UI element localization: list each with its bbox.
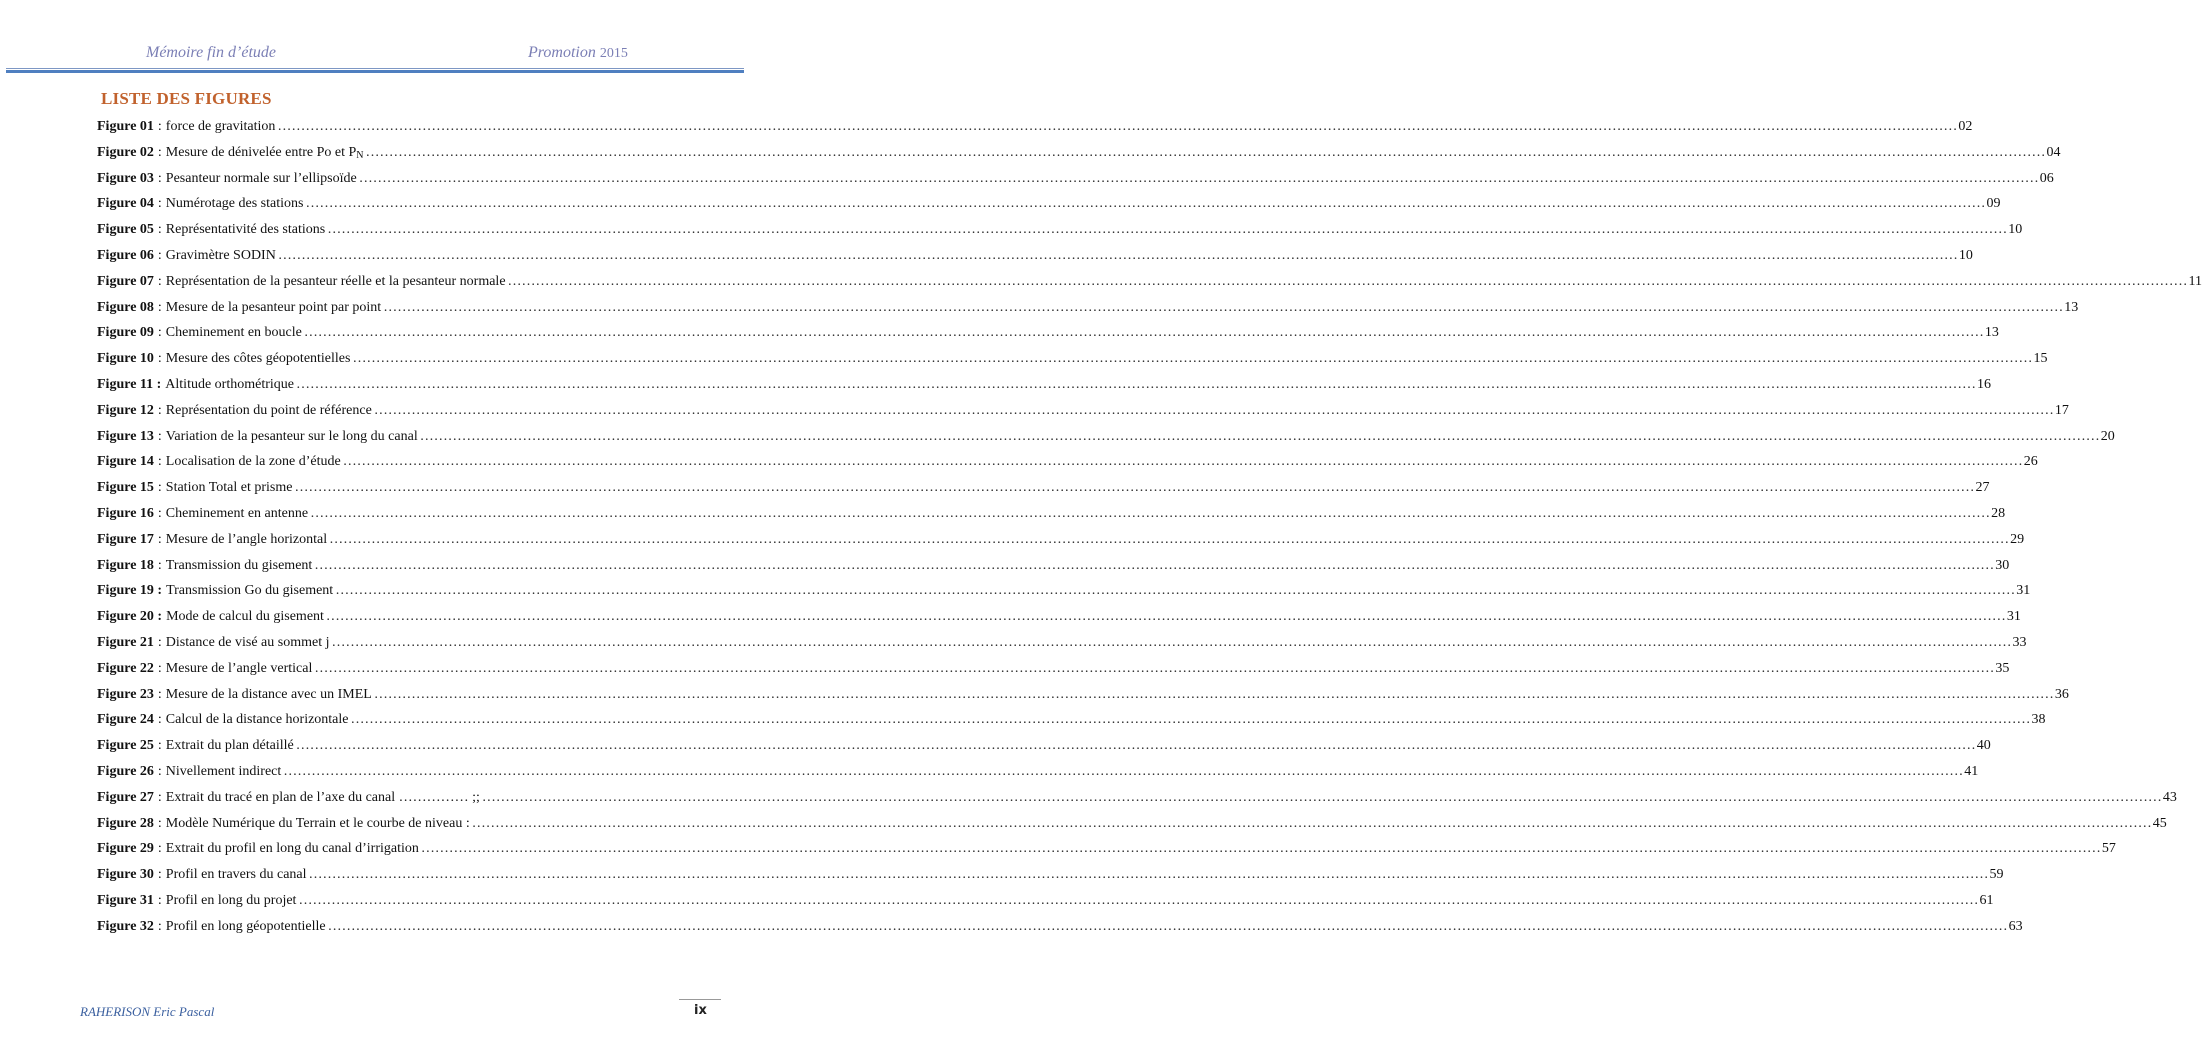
figure-label: Figure 04 [97, 196, 154, 212]
figure-entry[interactable] [97, 118, 1973, 144]
figure-label: Figure 18 [97, 557, 154, 573]
figure-page-number: 31 [2006, 609, 2021, 625]
leader-dots: ……………………………………………………………………………………………………………………………………………………………………………………………………………………………………………………………………………………………………………………………… [310, 505, 1991, 521]
leader-dots: ……………………………………………………………………………………………………………………………………………………………………………………………………………………………………………………………………………………………………………………………… [383, 299, 2064, 315]
figure-caption: Calcul de la distance horizontale [165, 712, 349, 728]
figure-page-number: 45 [2152, 815, 2167, 831]
leader-dots: ……………………………………………………………………………………………………………………………………………………………………………………………………………………………………………………………………………………………………………………………… [342, 454, 2023, 470]
header-right-text [528, 44, 628, 62]
figure-label: Figure 24 [97, 712, 154, 728]
figure-page-number: 20 [2100, 428, 2115, 444]
figure-separator: : [157, 867, 162, 883]
figure-caption: Profil en long du projet [165, 892, 297, 908]
figure-caption: force de gravitation [165, 119, 276, 134]
figure-label: Figure 26 [97, 763, 154, 779]
figure-caption: Cheminement en boucle [165, 325, 302, 341]
figure-label: Figure 03 [97, 170, 154, 186]
figure-page-number: 40 [1976, 738, 1991, 754]
figure-label: Figure 07 [97, 273, 154, 289]
figure-caption: Extrait du plan détaillé [165, 738, 294, 754]
figure-caption: Représentativité des stations [165, 222, 326, 238]
leader-dots: ……………………………………………………………………………………………………………………………………………………………………………………………………………………………………………………………………………………………………………………………… [507, 273, 2188, 289]
figure-entry[interactable] [97, 892, 1994, 918]
figure-caption: Représentation du point de référence [165, 402, 372, 418]
figure-entry[interactable] [97, 221, 2023, 247]
figure-entry[interactable] [97, 815, 2167, 841]
figure-entry[interactable] [97, 428, 2115, 454]
figure-label: Figure 21 [97, 634, 154, 650]
figure-separator: : [157, 273, 162, 289]
figure-label: Figure 05 [97, 222, 154, 238]
header-promotion: Promotion [528, 44, 596, 61]
figure-separator: : [157, 686, 162, 702]
figure-caption: Mesure de l’angle vertical [165, 660, 313, 676]
leader-dots: ……………………………………………………………………………………………………………………………………………………………………………………………………………………………………………………………………………………………………………………………… [331, 634, 2012, 650]
figure-separator: : [157, 119, 162, 134]
leader-dots: ……………………………………………………………………………………………………………………………………………………………………………………………………………………………………………………………………………………………………………………………… [308, 867, 1989, 883]
footer-page-number: ix [694, 1003, 707, 1018]
leader-dots: ……………………………………………………………………………………………………………………………………………………………………………………………………………………………………………………………………………………………………………………………… [283, 763, 1964, 779]
figure-entry[interactable] [97, 582, 2031, 608]
leader-dots: ……………………………………………………………………………………………………………………………………………………………………………………………………………………………………………………………………………………………………………………………… [335, 583, 2016, 599]
figure-separator: : [157, 634, 162, 650]
figure-entry[interactable] [97, 273, 2202, 299]
leader-dots: ……………………………………………………………………………………………………………………………………………………………………………………………………………………………………………………………………………………………………………………………… [314, 660, 1995, 676]
figure-page-number: 29 [2010, 531, 2025, 547]
figure-separator: : [157, 892, 162, 908]
figure-label: Figure 15 [97, 480, 154, 496]
figure-caption: Mesure des côtes géopotentielles [165, 351, 351, 367]
figure-separator: : [157, 402, 162, 418]
leader-dots: ……………………………………………………………………………………………………………………………………………………………………………………………………………………………………………………………………………………………………………………………… [325, 609, 2006, 625]
figure-label: Figure 29 [97, 841, 154, 857]
figure-caption: Altitude orthométrique [165, 376, 294, 392]
figure-caption-subscript: N [356, 149, 364, 161]
figure-separator: : [157, 738, 162, 754]
figure-page-number: 17 [2054, 402, 2069, 418]
leader-dots: ……………………………………………………………………………………………………………………………………………………………………………………………………………………………………………………………………………………………………………………………… [277, 247, 1958, 263]
figure-label: Figure 11 : [97, 376, 162, 392]
footer-rule [679, 999, 721, 1000]
figure-separator: : [157, 712, 162, 728]
leader-dots: ……………………………………………………………………………………………………………………………………………………………………………………………………………………………………………………………………………………………………………………………… [296, 376, 1976, 392]
figure-entry[interactable] [97, 660, 2010, 686]
figure-caption: Mesure de dénivelée entre Po et P [165, 144, 357, 160]
figure-page-number: 30 [1995, 557, 2010, 573]
figure-page-number: 04 [2046, 144, 2061, 160]
figure-entry[interactable] [97, 737, 1991, 763]
leader-dots: ……………………………………………………………………………………………………………………………………………………………………………………………………………………………………………………………………………………………………………………………… [294, 480, 1975, 496]
figure-label: Figure 23 [97, 686, 154, 702]
figure-page-number: 57 [2101, 841, 2116, 857]
leader-dots: ……………………………………………………………………………………………………………………………………………………………………………………………………………………………………………………………………………………………………………………………… [295, 738, 1976, 754]
figure-entry[interactable] [97, 505, 2006, 531]
figure-entry[interactable] [97, 866, 2004, 892]
figure-caption: Extrait du tracé en plan de l’axe du canal …………… ;; [165, 789, 480, 805]
leader-dots: ……………………………………………………………………………………………………………………………………………………………………………………………………………………………………………………………………………………………………………………………… [350, 712, 2031, 728]
figure-label: Figure 17 [97, 531, 154, 547]
figure-entry[interactable] [97, 453, 2038, 479]
figure-entry[interactable] [97, 634, 2027, 660]
leader-dots: ……………………………………………………………………………………………………………………………………………………………………………………………………………………………………………………………………………………………………………………………… [314, 557, 1995, 573]
figure-page-number: 26 [2023, 454, 2038, 470]
figure-caption: Numérotage des stations [165, 196, 304, 212]
figure-caption: Modèle Numérique du Terrain et le courbe de niveau : [165, 815, 470, 831]
leader-dots: ……………………………………………………………………………………………………………………………………………………………………………………………………………………………………………………………………………………………………………………………… [277, 119, 1958, 134]
figure-entry[interactable] [97, 324, 1999, 350]
figure-separator: : [157, 299, 162, 315]
header-rule-thin [6, 68, 744, 69]
figure-separator: : [157, 557, 162, 573]
figure-caption: Représentation de la pesanteur réelle et la pesanteur normale [165, 273, 506, 289]
figure-entry[interactable] [97, 557, 2010, 583]
leader-dots: ……………………………………………………………………………………………………………………………………………………………………………………………………………………………………………………………………………………………………………………………… [373, 686, 2054, 702]
leader-dots: ……………………………………………………………………………………………………………………………………………………………………………………………………………………………………………………………………………………………………………………………… [305, 196, 1986, 212]
leader-dots: ……………………………………………………………………………………………………………………………………………………………………………………………………………………………………………………………………………………………………………………………… [471, 815, 2152, 831]
figure-separator: : [157, 660, 162, 676]
figure-entry[interactable] [97, 376, 1991, 402]
figure-page-number: 13 [1984, 325, 1999, 341]
header-rule-thick [6, 70, 744, 73]
figure-separator: : [157, 531, 162, 547]
leader-dots: ……………………………………………………………………………………………………………………………………………………………………………………………………………………………………………………………………………………………………………………………… [420, 841, 2101, 857]
figure-caption: Variation de la pesanteur sur le long du canal [165, 428, 418, 444]
figure-separator: : [157, 144, 162, 160]
leader-dots: ……………………………………………………………………………………………………………………………………………………………………………………………………………………………………………………………………………………………………………………………… [352, 351, 2033, 367]
figure-caption: Mesure de la distance avec un IMEL [165, 686, 372, 702]
header-year: 2015 [599, 46, 628, 61]
figure-separator: : [157, 325, 162, 341]
figure-page-number: 16 [1977, 376, 1991, 392]
figure-separator: : [157, 222, 162, 238]
figure-label: Figure 16 [97, 505, 154, 521]
figure-page-number: 09 [1986, 196, 2001, 212]
leader-dots: ……………………………………………………………………………………………………………………………………………………………………………………………………………………………………………………………………………………………………………………………… [358, 170, 2039, 186]
figure-separator: : [157, 918, 162, 934]
figure-separator: : [157, 247, 162, 263]
figure-page-number: 61 [1979, 892, 1994, 908]
figure-caption: Distance de visé au sommet j [165, 634, 330, 650]
leader-dots: ……………………………………………………………………………………………………………………………………………………………………………………………………………………………………………………………………………………………………………………………… [298, 892, 1979, 908]
figure-entry[interactable] [97, 195, 2001, 221]
figure-entry[interactable] [97, 918, 2023, 944]
figure-caption: Mesure de l’angle horizontal [165, 531, 328, 547]
figure-separator: : [157, 841, 162, 857]
figure-page-number: 35 [1995, 660, 2010, 676]
leader-dots: ……………………………………………………………………………………………………………………………………………………………………………………………………………………………………………………………………………………………………………………………… [327, 222, 2008, 238]
figure-entry[interactable] [97, 711, 2046, 737]
figure-entry[interactable] [97, 789, 2177, 815]
leader-dots: ……………………………………………………………………………………………………………………………………………………………………………………………………………………………………………………………………………………………………………………………… [365, 144, 2046, 160]
figure-caption: Mesure de la pesanteur point par point [165, 299, 382, 315]
leader-dots: ……………………………………………………………………………………………………………………………………………………………………………………………………………………………………………………………………………………………………………………………… [481, 789, 2162, 805]
figure-page-number: 27 [1975, 480, 1990, 496]
figure-separator: : [157, 428, 162, 444]
figure-entry[interactable] [97, 350, 2048, 376]
figure-label: Figure 12 [97, 402, 154, 418]
figure-label: Figure 08 [97, 299, 154, 315]
figure-caption: Station Total et prisme [165, 480, 293, 496]
figure-label: Figure 01 [97, 119, 154, 134]
figure-label: Figure 22 [97, 660, 154, 676]
figure-label: Figure 30 [97, 867, 154, 883]
figure-caption: Pesanteur normale sur l’ellipsoïde [165, 170, 357, 186]
leader-dots: ……………………………………………………………………………………………………………………………………………………………………………………………………………………………………………………………………………………………………………………………… [419, 428, 2100, 444]
figure-separator: : [157, 789, 162, 805]
figure-page-number: 28 [1991, 505, 2006, 521]
figure-page-number: 33 [2012, 634, 2027, 650]
figure-label: Figure 02 [97, 144, 154, 160]
figure-page-number: 63 [2008, 918, 2023, 934]
header-left-text: Mémoire fin d’étude [146, 44, 277, 61]
leader-dots: ……………………………………………………………………………………………………………………………………………………………………………………………………………………………………………………………………………………………………………………………… [327, 918, 2008, 934]
figure-page-number: 38 [2031, 712, 2046, 728]
figure-page-number: 15 [2033, 351, 2048, 367]
figure-caption: Profil en long géopotentielle [165, 918, 326, 934]
figure-page-number: 10 [2008, 222, 2023, 238]
figure-page-number: 36 [2054, 686, 2069, 702]
figure-label: Figure 06 [97, 247, 154, 263]
figure-entry[interactable] [97, 608, 2021, 634]
figure-caption: Cheminement en antenne [165, 505, 309, 521]
page-title: LISTE DES FIGURES [101, 89, 272, 108]
figure-entry[interactable] [97, 299, 2079, 325]
figure-page-number: 10 [1958, 247, 1973, 263]
figure-entry[interactable] [97, 840, 2116, 866]
figure-separator: : [157, 505, 162, 521]
figure-entry[interactable] [97, 402, 2069, 428]
figure-entry[interactable] [97, 144, 2061, 170]
figure-page-number: 06 [2039, 170, 2054, 186]
figure-label: Figure 28 [97, 815, 154, 831]
figure-entry[interactable] [97, 686, 2069, 712]
figure-entry[interactable] [97, 531, 2025, 557]
figure-separator: : [157, 480, 162, 496]
figure-label: Figure 20 : [97, 609, 163, 625]
figure-caption: Localisation de la zone d’étude [165, 454, 341, 470]
figure-caption: Transmission du gisement [165, 557, 313, 573]
figure-entry[interactable] [97, 763, 1979, 789]
figure-label: Figure 13 [97, 428, 154, 444]
figure-caption: Mode de calcul du gisement [166, 609, 324, 625]
figure-caption: Gravimètre SODIN [165, 247, 276, 263]
figure-label: Figure 09 [97, 325, 154, 341]
figure-caption: Transmission Go du gisement [166, 583, 334, 599]
figure-page-number: 43 [2162, 789, 2177, 805]
figure-label: Figure 14 [97, 454, 154, 470]
figure-label: Figure 27 [97, 789, 154, 805]
figure-caption: Nivellement indirect [165, 763, 282, 779]
figure-separator: : [157, 170, 162, 186]
figure-entry[interactable] [97, 479, 1990, 505]
figure-caption: Profil en travers du canal [165, 867, 307, 883]
figure-entry[interactable] [97, 170, 2054, 196]
figure-separator: : [157, 454, 162, 470]
figure-page-number: 41 [1964, 763, 1979, 779]
figure-separator: : [157, 763, 162, 779]
figure-label: Figure 25 [97, 738, 154, 754]
figure-list [97, 118, 2202, 944]
figure-separator: : [157, 351, 162, 367]
figure-label: Figure 10 [97, 351, 154, 367]
leader-dots: ……………………………………………………………………………………………………………………………………………………………………………………………………………………………………………………………………………………………………………………………… [373, 402, 2054, 418]
figure-label: Figure 31 [97, 892, 154, 908]
figure-entry[interactable] [97, 247, 1973, 273]
figure-page-number: 59 [1989, 867, 2004, 883]
figure-page-number: 13 [2064, 299, 2079, 315]
figure-page-number: 11 [2188, 273, 2202, 289]
figure-separator: : [157, 815, 162, 831]
figure-page-number: 02 [1958, 119, 1973, 134]
figure-label: Figure 32 [97, 918, 154, 934]
leader-dots: ……………………………………………………………………………………………………………………………………………………………………………………………………………………………………………………………………………………………………………………………… [303, 325, 1984, 341]
figure-label: Figure 19 : [97, 583, 163, 599]
figure-separator: : [157, 196, 162, 212]
footer-author: RAHERISON Eric Pascal [80, 1004, 215, 1019]
leader-dots: ……………………………………………………………………………………………………………………………………………………………………………………………………………………………………………………………………………………………………………………………… [329, 531, 2010, 547]
figure-page-number: 31 [2016, 583, 2031, 599]
figure-caption: Extrait du profil en long du canal d’irrigation [165, 841, 419, 857]
page-header [0, 44, 745, 68]
